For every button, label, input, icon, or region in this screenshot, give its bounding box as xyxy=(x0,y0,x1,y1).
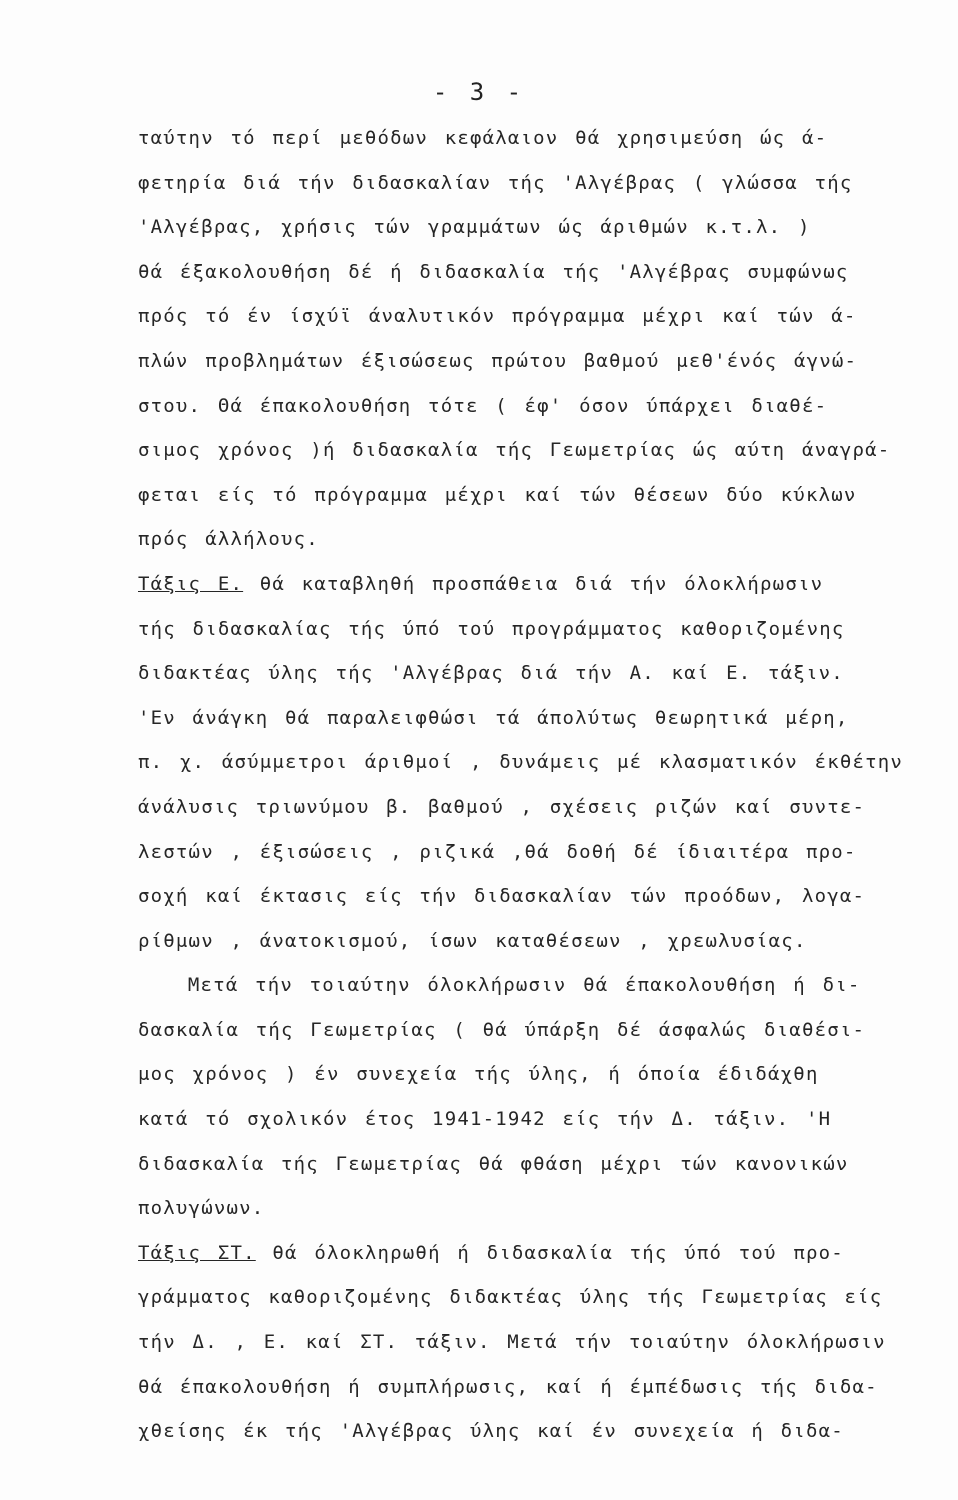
line-text: μος χρόνος ) έν συνεχεία τής ύλης, ή όποία έδιδάχθη xyxy=(138,1063,819,1086)
text-line xyxy=(138,1231,928,1276)
line-text: κατά τό σχολικόν έτος 1941-1942 είς τήν Δ. τάξιν. 'Η xyxy=(138,1108,832,1131)
line-text: θά έπακολουθήση ή συμπλήρωσις, καί ή έμπέδωσις τής διδα- xyxy=(138,1375,878,1398)
line-text: άνάλυσις τριωνύμου β. βαθμού , σχέσεις ριζών καί συντε- xyxy=(138,795,866,818)
line-text: θά έξακολουθήση δέ ή διδασκαλία τής 'Αλγέβρας συμφώνως xyxy=(138,260,849,283)
text-line xyxy=(138,205,928,250)
text-line xyxy=(138,1008,928,1053)
line-text: 'Αλγέβρας, χρήσις τών γραμμάτων ώς άριθμών κ.τ.λ. ) xyxy=(138,216,811,239)
line-text: διδακτέας ύλης τής 'Αλγέβρας διά τήν Α. καί Ε. τάξιν. xyxy=(138,662,844,685)
text-line xyxy=(138,1052,928,1097)
text-line xyxy=(138,339,928,384)
text-line xyxy=(138,963,928,1008)
text-line xyxy=(138,696,928,741)
text-line xyxy=(138,116,928,161)
text-line xyxy=(138,294,928,339)
line-text: θά καταβληθή προσπάθεια διά τήν όλοκλήρωσιν xyxy=(243,572,824,595)
line-text: φετηρία διά τήν διδασκαλίαν τής 'Αλγέβρας ( γλώσσα τής xyxy=(138,171,853,194)
line-text: πρός τό έν ίσχύϊ άναλυτικόν πρόγραμμα μέχρι καί τών ά- xyxy=(138,305,857,328)
line-text: θά όλοκληρωθή ή διδασκαλία τής ύπό τού προ- xyxy=(255,1241,844,1264)
line-text: διδασκαλία τής Γεωμετρίας θά φθάση μέχρι τών κανονικών xyxy=(138,1152,849,1175)
text-line xyxy=(138,1097,928,1142)
text-line xyxy=(138,428,928,473)
line-text: τήν Δ. , Ε. καί ΣΤ. τάξιν. Μετά τήν τοιαύτην όλοκλήρωσιν xyxy=(138,1331,886,1354)
line-text: σιμος χρόνος )ή διδασκαλία τής Γεωμετρίας ώς αύτη άναγρά- xyxy=(138,439,891,462)
text-line xyxy=(138,1365,928,1410)
text-line xyxy=(138,161,928,206)
text-line xyxy=(138,473,928,518)
text-line xyxy=(138,874,928,919)
line-text: σοχή καί έκτασις είς τήν διδασκαλίαν τών προόδων, λογα- xyxy=(138,885,866,908)
line-text: λεστών , έξισώσεις , ριζικά ,θά δοθή δέ ίδιαιτέρα προ- xyxy=(138,840,857,863)
text-line xyxy=(138,785,928,830)
line-text: πλών προβλημάτων έξισώσεως πρώτου βαθμού μεθ'ένός άγνώ- xyxy=(138,349,858,372)
line-text: πολυγώνων. xyxy=(138,1197,265,1220)
text-line xyxy=(138,384,928,429)
text-line xyxy=(138,651,928,696)
line-text: δασκαλία τής Γεωμετρίας ( θά ύπάρξη δέ άσφαλώς διαθέσι- xyxy=(138,1018,866,1041)
document-body xyxy=(138,116,928,1454)
section-heading: Τάξις Ε. xyxy=(138,572,244,595)
line-text: Μετά τήν τοιαύτην όλοκλήρωσιν θά έπακολουθήση ή δι- xyxy=(138,974,861,997)
text-line xyxy=(138,1275,928,1320)
text-line xyxy=(138,740,928,785)
text-line xyxy=(138,607,928,652)
line-text: πρός άλλήλους. xyxy=(138,528,319,551)
line-text: στου. Θά έπακολουθήση τότε ( έφ' όσον ύπάρχει διαθέ- xyxy=(138,394,828,417)
line-text: τής διδασκαλίας τής ύπό τού προγράμματος καθοριζομένης xyxy=(138,617,845,640)
text-line xyxy=(138,1320,928,1365)
page-number: - 3 - xyxy=(432,78,526,106)
text-line xyxy=(138,1186,928,1231)
text-line xyxy=(138,1409,928,1454)
line-text: χθείσης έκ τής 'Αλγέβρας ύλης καί έν συνεχεία ή διδα- xyxy=(138,1420,844,1443)
text-line xyxy=(138,830,928,875)
text-line xyxy=(138,250,928,295)
text-line xyxy=(138,1142,928,1187)
line-text: γράμματος καθοριζομένης διδακτέας ύλης τής Γεωμετρίας είς xyxy=(138,1286,883,1309)
line-text: π. χ. άσύμμετροι άριθμοί , δυνάμεις μέ κλασματικόν έκθέτην xyxy=(138,751,904,774)
line-text: ταύτην τό περί μεθόδων κεφάλαιον θά χρησιμεύση ώς ά- xyxy=(138,127,828,149)
text-line xyxy=(138,919,928,964)
line-text: ρίθμων , άνατοκισμού, ίσων καταθέσεων , χρεωλυσίας. xyxy=(138,929,807,952)
line-text: 'Εν άνάγκη θά παραλειφθώσι τά άπολύτως θεωρητικά μέρη, xyxy=(138,706,849,729)
text-line xyxy=(138,517,928,562)
section-heading: Τάξις ΣΤ. xyxy=(138,1241,256,1264)
text-line xyxy=(138,562,928,607)
line-text: φεται είς τό πρόγραμμα μέχρι καί τών θέσεων δύο κύκλων xyxy=(138,483,857,506)
